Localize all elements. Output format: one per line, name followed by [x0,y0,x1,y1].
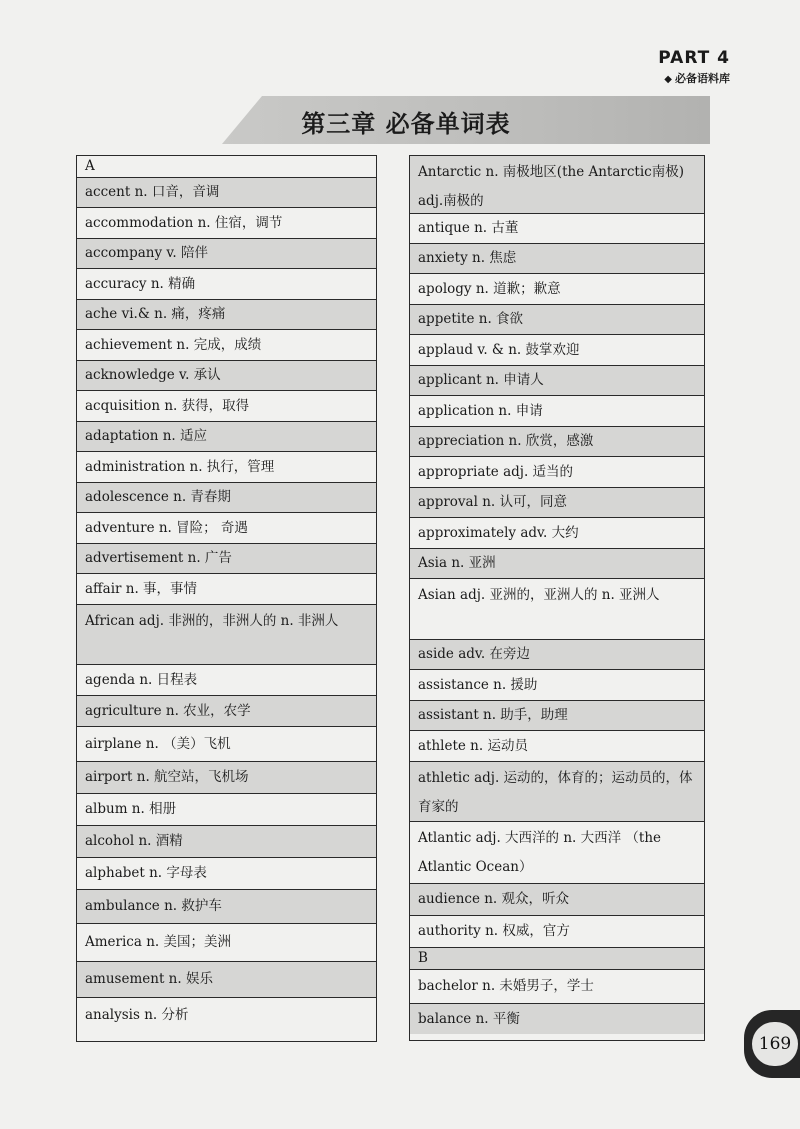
vocab-row [77,239,376,269]
vocab-row [410,427,704,457]
vocab-entry: applaud v. & n. 鼓掌欢迎 [418,341,580,358]
vocab-entry: ambulance n. 救护车 [85,898,222,914]
vocab-entry: assistance n. 援助 [418,676,538,693]
vocab-row [410,822,704,884]
vocab-entry: America n. 美国；美洲 [85,934,231,950]
vocab-entry: approximately adv. 大约 [418,524,579,541]
vocab-entry: apology n. 道歉；歉意 [418,280,561,297]
vocab-row [77,391,376,422]
vocab-row [77,452,376,483]
vocab-row [77,156,376,178]
vocab-row [77,574,376,605]
vocab-entry: accompany v. 陪伴 [85,245,209,261]
vocab-row [77,665,376,696]
vocab-row [77,890,376,924]
vocab-row [77,361,376,391]
vocab-entry: achievement n. 完成，成绩 [85,336,262,353]
vocab-row [410,731,704,762]
vocab-entry: acknowledge v. 承认 [85,367,221,383]
vocab-row [410,579,704,640]
vocab-entry: Atlantic adj. 大西洋的 n. 大西洋 （the Atlantic Ocean） [418,830,662,875]
vocab-entry: appreciation n. 欣赏，感激 [418,433,594,449]
vocab-entry: authority n. 权威，官方 [418,923,570,939]
right-vocab-column [409,155,705,1041]
vocab-entry: accuracy n. 精确 [85,275,196,292]
vocab-entry: agenda n. 日程表 [85,671,198,688]
vocab-row [77,422,376,452]
vocab-row [410,156,704,214]
vocab-row [77,924,376,962]
vocab-row [410,396,704,427]
chapter-title: 第三章 必备单词表 [301,109,511,138]
vocab-row [77,300,376,330]
vocab-entry: assistant n. 助手，助理 [418,707,568,723]
vocab-row [77,696,376,727]
vocab-entry: administration n. 执行，管理 [85,458,275,475]
vocab-entry: A [85,158,95,174]
vocab-row [410,549,704,579]
vocab-row [77,605,376,665]
vocab-entry: advertisement n. 广告 [85,550,232,566]
vocab-entry: B [418,950,428,966]
vocab-entry: athletic adj. 运动的，体育的；运动员的，体育家的 [418,770,693,815]
vocab-entry: approval n. 认可，同意 [418,494,567,510]
vocab-entry: applicant n. 申请人 [418,372,544,388]
vocab-row [77,727,376,762]
vocab-entry: audience n. 观众，听众 [418,891,570,907]
vocab-row [410,1004,704,1034]
vocab-row [77,998,376,1032]
page-number: 169 [752,1022,798,1066]
vocab-entry: aside adv. 在旁边 [418,646,531,662]
vocab-entry: appropriate adj. 适当的 [418,463,574,480]
vocab-row [77,330,376,361]
vocab-entry: ache vi.& n. 痛，疼痛 [85,306,226,322]
vocab-row [410,274,704,305]
vocab-row [410,916,704,948]
vocab-row [77,178,376,208]
vocab-entry: bachelor n. 未婚男子，学士 [418,978,594,994]
vocab-entry: Asian adj. 亚洲的，亚洲人的 n. 亚洲人 [418,587,660,603]
vocab-row [77,826,376,858]
vocab-row [410,701,704,731]
vocab-row [410,970,704,1004]
vocab-entry: anxiety n. 焦虑 [418,250,517,266]
vocab-row [410,948,704,970]
vocab-entry: adaptation n. 适应 [85,428,207,444]
vocab-row [77,269,376,300]
diamond-icon: ◆ [664,74,672,85]
vocab-row [77,208,376,239]
vocab-row [77,858,376,890]
vocab-entry: airplane n. （美）飞机 [85,735,231,752]
vocab-entry: adolescence n. 青春期 [85,489,231,505]
vocab-entry: airport n. 航空站，飞机场 [85,769,249,785]
vocab-row [77,544,376,574]
vocab-row [410,884,704,916]
vocab-row [77,483,376,513]
vocab-entry: Asia n. 亚洲 [418,555,496,571]
vocab-entry: balance n. 平衡 [418,1010,520,1027]
vocab-entry: accommodation n. 住宿，调节 [85,214,283,231]
vocab-row [410,518,704,549]
part-subtitle-text: 必备语料库 [675,72,730,85]
vocab-entry: accent n. 口音，音调 [85,184,220,200]
part-header [658,48,730,86]
vocab-entry: acquisition n. 获得，取得 [85,397,250,414]
vocab-row [410,457,704,488]
vocab-row [410,488,704,518]
vocab-entry: affair n. 事，事情 [85,580,198,597]
vocab-entry: application n. 申请 [418,402,543,419]
vocab-entry: adventure n. 冒险； 奇遇 [85,519,248,536]
vocab-row [410,366,704,396]
vocab-entry: athlete n. 运动员 [418,737,528,754]
vocab-entry: agriculture n. 农业，农学 [85,702,251,719]
vocab-entry: Antarctic n. 南极地区(the Antarctic南极) adj.南极的 [418,164,684,209]
vocab-entry: alcohol n. 酒精 [85,833,183,849]
part-subtitle [658,70,730,86]
part-number: PART 4 [658,48,730,68]
vocab-entry: amusement n. 娱乐 [85,971,213,987]
vocab-entry: African adj. 非洲的，非洲人的 n. 非洲人 [85,613,339,629]
vocab-row [77,794,376,826]
vocab-row [77,962,376,998]
vocab-row [410,762,704,822]
vocab-entry: album n. 相册 [85,801,177,817]
vocab-entry: alphabet n. 字母表 [85,865,207,881]
vocab-row [77,513,376,544]
vocab-row [410,214,704,244]
vocab-row [410,335,704,366]
vocab-entry: analysis n. 分析 [85,1006,189,1023]
left-vocab-column [76,155,377,1042]
vocab-row [77,762,376,794]
vocab-row [410,670,704,701]
vocab-entry: appetite n. 食欲 [418,311,524,327]
vocab-row [410,640,704,670]
vocab-entry: antique n. 古董 [418,220,519,236]
vocab-row [410,244,704,274]
vocab-row [410,305,704,335]
